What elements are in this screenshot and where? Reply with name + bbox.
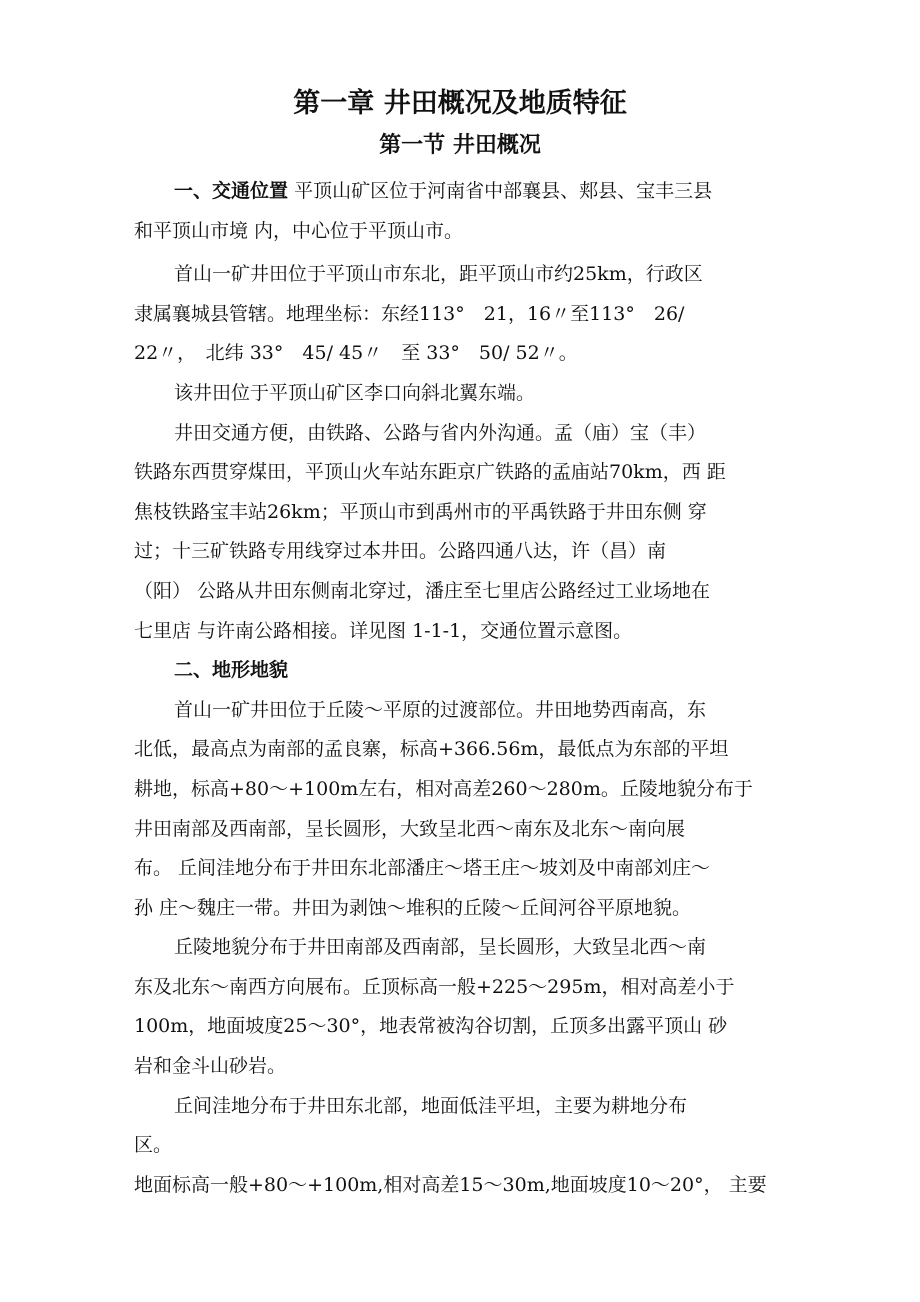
paragraph-line [134, 651, 794, 691]
paragraph-line: 七里店 与许南公路相接。详见图 1-1-1，交通位置示意图。 [134, 619, 633, 642]
paragraph-line: 区。 [134, 1134, 173, 1157]
paragraph-line: 铁路东西贯穿煤田，平顶山火车站东距京广铁路的孟庙站70km，西 距 [134, 461, 726, 484]
paragraph-line: 该井田位于平顶山矿区李口向斜北翼东端。 [174, 381, 536, 404]
paragraph-line: 北低，最高点为南部的孟良寨，标高+366.56m，最低点为东部的平坦 [134, 738, 729, 761]
paragraph-line: 东及北东～南西方向展布。丘顶标高一般+225～295m，相对高差小于 [134, 975, 735, 998]
section-heading-traffic: 一、交通位置 [174, 180, 289, 202]
paragraph-line: 井田交通方便，由铁路、公路与省内外沟通。孟（庙）宝（丰） [174, 421, 707, 444]
paragraph-line: 和平顶山市境 内，中心位于平顶山市。 [134, 219, 464, 242]
document-body [134, 172, 794, 1205]
paragraph-line: 孙 庄～魏庄一带。井田为剥蚀～堆积的丘陵～丘间河谷平原地貌。 [134, 896, 692, 919]
paragraph-line: 首山一矿井田位于平顶山市东北，距平顶山市约25km，行政区 [174, 263, 703, 286]
chapter-title: 第一章 井田概况及地质特征 [293, 88, 627, 119]
paragraph-line: 过；十三矿铁路专用线穿过本井田。公路四通八达，许（昌）南 [134, 540, 667, 563]
paragraph-line: （阳） 公路从井田东侧南北穿过，潘庄至七里店公路经过工业场地在 [134, 579, 711, 602]
paragraph-line: 首山一矿井田位于丘陵～平原的过渡部位。井田地势西南高，东 [174, 698, 707, 721]
paragraph-line [134, 172, 794, 212]
paragraph-line: 焦枝铁路宝丰站26km；平顶山市到禹州市的平禹铁路于井田东侧 穿 [134, 500, 707, 523]
paragraph-line: 地面标高一般+80～+100m,相对高差15～30m,地面坡度10～20°， 主要 [134, 1173, 767, 1196]
paragraph-line: 隶属襄城县管辖。地理坐标：东经113° 21，16〃至113° 26/ [134, 302, 685, 325]
paragraph-line: 丘间洼地分布于井田东北部，地面低洼平坦，主要为耕地分布 [174, 1094, 688, 1117]
section-title: 第一节 井田概况 [379, 133, 541, 158]
paragraph-text: 平顶山矿区位于河南省中部襄县、郏县、宝丰三县 [294, 180, 713, 202]
paragraph-line: 岩和金斗山砂岩。 [134, 1055, 287, 1078]
paragraph-line: 耕地，标高+80～+100m左右，相对高差260～280m。丘陵地貌分布于 [134, 777, 753, 800]
paragraph-line: 丘陵地貌分布于井田南部及西南部，呈长圆形，大致呈北西～南 [174, 936, 707, 959]
paragraph-line: 100m，地面坡度25～30°，地表常被沟谷切割，丘顶多出露平顶山 砂 [134, 1015, 728, 1038]
paragraph-line: 22〃， 北纬 33° 45/ 45〃 至 33° 50/ 52〃。 [134, 342, 578, 365]
section-heading-terrain: 二、地形地貌 [174, 659, 289, 682]
paragraph-line: 布。 丘间洼地分布于井田东北部潘庄～塔王庄～坡刘及中南部刘庄～ [134, 857, 711, 880]
paragraph-line: 井田南部及西南部，呈长圆形，大致呈北西～南东及北东～南向展 [134, 817, 686, 840]
